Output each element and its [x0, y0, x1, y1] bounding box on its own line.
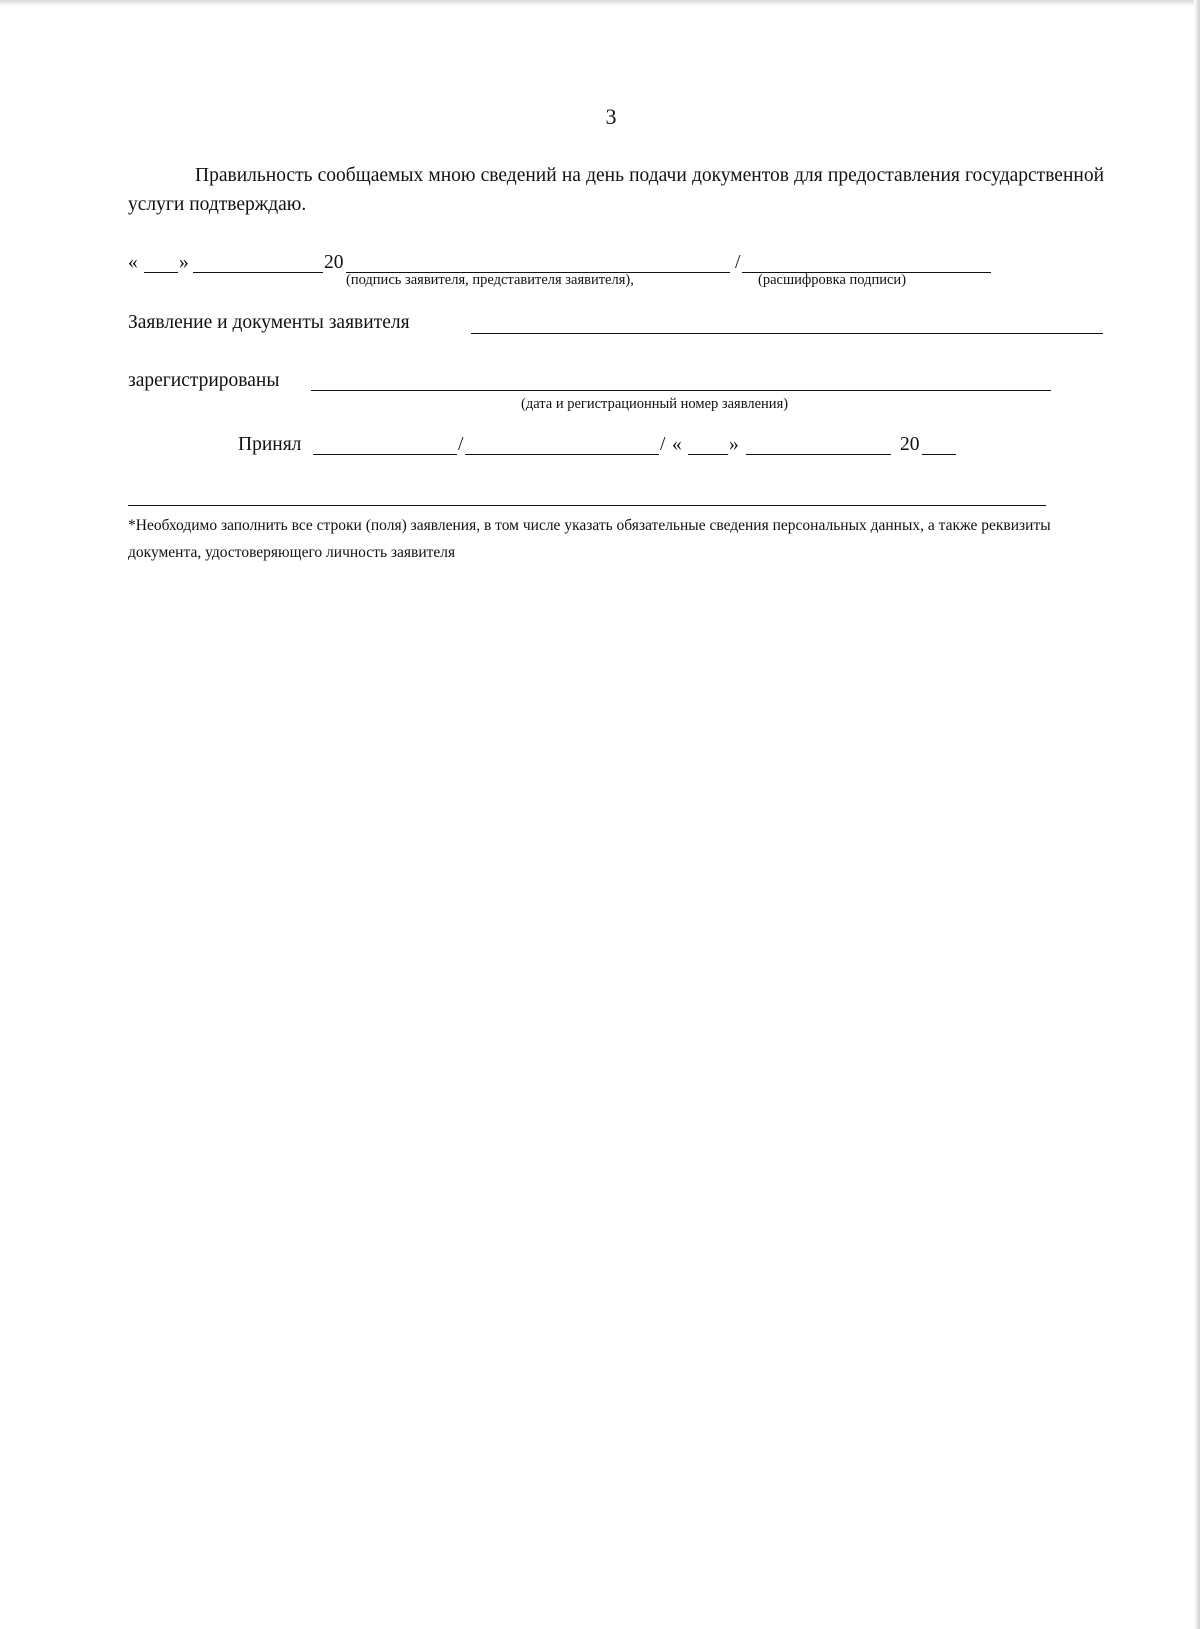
accepted-slash-2: / [660, 434, 666, 455]
accepted-signature-blank[interactable] [313, 454, 457, 455]
accepted-year-prefix: 20 [900, 434, 920, 455]
accepted-label: Принял [238, 434, 302, 455]
scan-edge-top [0, 0, 1200, 6]
decoding-caption: (расшифровка подписи) [758, 272, 907, 288]
footnote-separator [128, 505, 1046, 506]
registered-caption: (дата и регистрационный номер заявления) [521, 396, 789, 412]
signature-caption: (подпись заявителя, представителя заявителя), [346, 272, 634, 288]
slash: / [735, 252, 741, 273]
footnote-text: *Необходимо заполнить все строки (поля) заявления, в том числе указать обязательные сведения персональных данных, а также реквизиты документа, удостоверяющего личность заявителя [128, 517, 1051, 561]
accepted-quote-close: » [729, 434, 739, 455]
accepted-name-blank[interactable] [465, 454, 659, 455]
accepted-slash-1: / [458, 434, 464, 455]
confirmation-paragraph: Правильность сообщаемых мною сведений на день подачи документов для предоставления государственной услуги подтверждаю. [128, 165, 1104, 215]
day-blank[interactable] [144, 272, 178, 273]
accepted-day-blank[interactable] [688, 454, 728, 455]
quote-open: « [128, 252, 138, 273]
registered-blank[interactable] [311, 390, 1051, 391]
accepted-month-blank[interactable] [746, 454, 891, 455]
documents-blank[interactable] [471, 333, 1103, 334]
quote-close: » [179, 252, 189, 273]
page-number: 3 [605, 104, 617, 129]
scan-edge-right [1194, 0, 1200, 1629]
registered-label: зарегистрированы [128, 370, 280, 391]
accepted-quote-open: « [672, 434, 682, 455]
year-prefix: 20 [324, 252, 344, 273]
documents-label: Заявление и документы заявителя [128, 312, 410, 333]
accepted-year-blank[interactable] [922, 454, 956, 455]
month-blank[interactable] [193, 272, 323, 273]
